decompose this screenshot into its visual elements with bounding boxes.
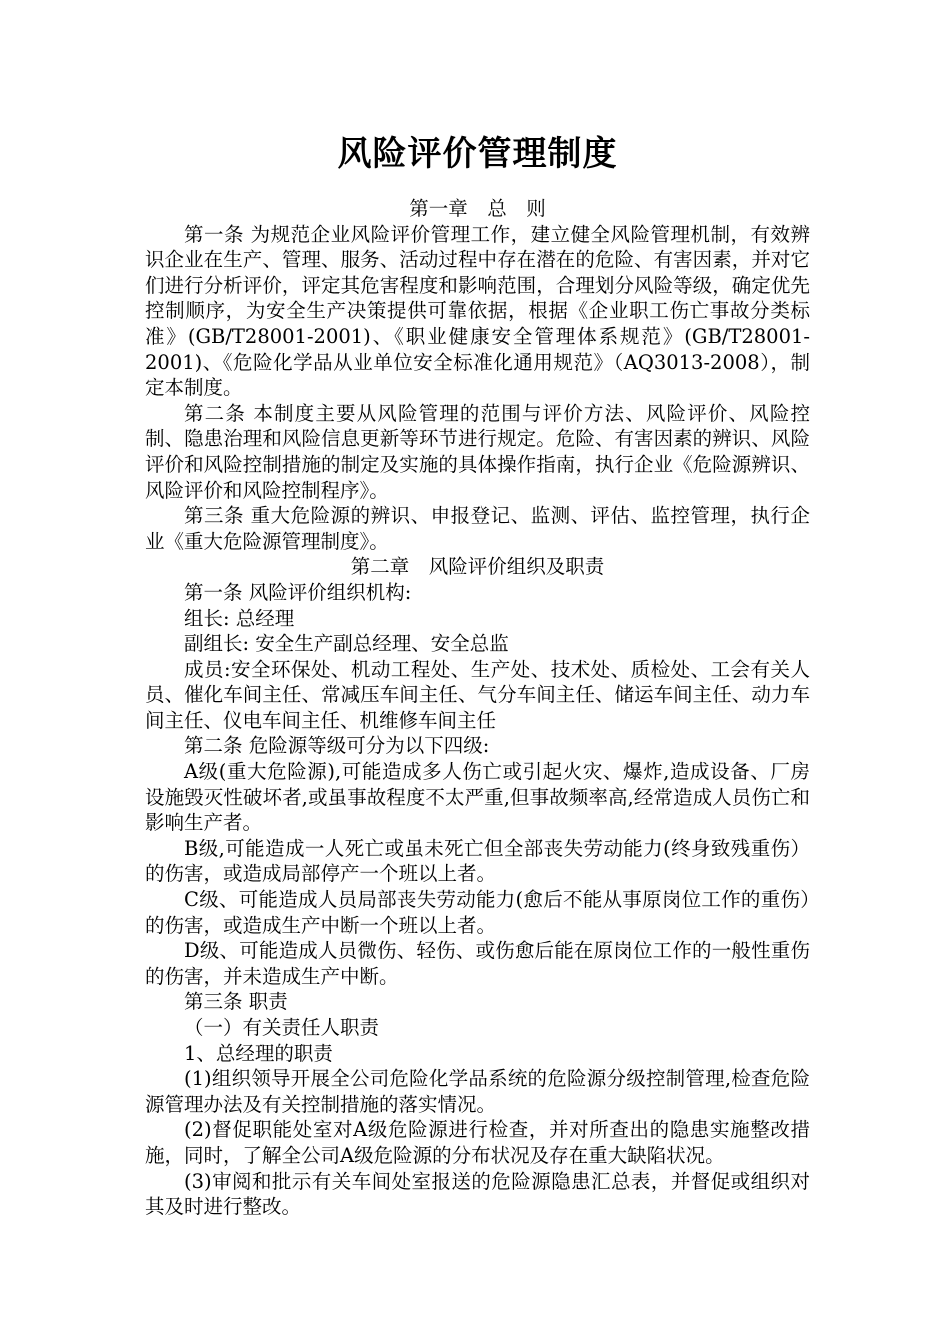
document-page xyxy=(145,0,810,1344)
chapter-1-article-3: 第三条 重大危险源的辨识、申报登记、监测、评估、监控管理，执行企业《重大危险源管理制度》。 xyxy=(145,504,810,553)
responsibility-subheading: （一）有关责任人职责 xyxy=(184,1016,380,1039)
chapter-1-article-2: 第二条 本制度主要从风险管理的范围与评价方法、风险评价、风险控制、隐患治理和风险信息更新等环节进行规定。危险、有害因素的辨识、风险评价和风险控制措施的制定及实施的具体操作指南，执行企业《危险源辨识、风险评价和风险控制程序》。 xyxy=(145,401,810,502)
level-b-paragraph: B级,可能造成一人死亡或虽未死亡但全部丧失劳动能力(终身致残重伤）的伤害，或造成局部停产一个班以上者。 xyxy=(145,836,810,886)
gm-duty-3: (3)审阅和批示有关车间处室报送的危险源隐患汇总表，并督促或组织对其及时进行整改。 xyxy=(145,1169,810,1219)
document-title: 风险评价管理制度 xyxy=(337,134,618,174)
chapter-2-article-1: 第一条 风险评价组织机构: xyxy=(184,580,412,604)
gm-duty-2: (2)督促职能处室对A级危险源进行检查，并对所查出的隐患实施整改措施，同时，了解全公司A级危险源的分布状况及存在重大缺陷状况。 xyxy=(145,1118,810,1167)
chapter-2-heading: 第二章 风险评价组织及职责 xyxy=(350,555,605,579)
document-body xyxy=(145,196,810,1220)
deputy-leader-line: 副组长: 安全生产副总经理、安全总监 xyxy=(184,632,509,656)
chapter-1-article-1: 第一条 为规范企业风险评价管理工作，建立健全风险管理机制，有效辨识企业在生产、管理、服务、活动过程中存在潜在的危险、有害因素，并对它们进行分析评价，评定其危害程度和影响范围，合理划分风险等级，确定优先控制顺序，为安全生产决策提供可靠依据，根据《企业职工伤亡事故分类标准》(GB/T28001-2001)、《职业健康安全管理体系规范》(GB/T28001-2001)、《危险化学品从业单位安全标准化通用规范》（AQ3013-2008），制定本制度。 xyxy=(145,222,810,400)
level-d-paragraph: D级、可能造成人员微伤、轻伤、或伤愈后能在原岗位工作的一般性重伤的伤害，并未造成生产中断。 xyxy=(145,939,810,988)
chapter-2-article-3: 第三条 职责 xyxy=(184,990,288,1014)
level-a-paragraph: A级(重大危险源),可能造成多人伤亡或引起火灾、爆炸,造成设备、厂房设施毁灭性破坏者,或虽事故程度不太严重,但事故频率高,经常造成人员伤亡和影响生产者。 xyxy=(145,760,810,835)
gm-duties-heading: 1、总经理的职责 xyxy=(184,1041,333,1065)
gm-duty-1: (1)组织领导开展全公司危险化学品系统的危险源分级控制管理,检查危险源管理办法及有关控制措施的落实情况。 xyxy=(145,1067,810,1116)
chapter-2-article-2: 第二条 危险源等级可分为以下四级: xyxy=(184,734,490,758)
chapter-1-heading: 第一章 总 则 xyxy=(409,197,546,220)
members-paragraph: 成员:安全环保处、机动工程处、生产处、技术处、质检处、工会有关人员、催化车间主任、常减压车间主任、气分车间主任、储运车间主任、动力车间主任、仪电车间主任、机维修车间主任 xyxy=(145,657,810,732)
leader-line: 组长: 总经理 xyxy=(184,606,295,630)
level-c-paragraph: C级、可能造成人员局部丧失劳动能力(愈后不能从事原岗位工作的重伤）的伤害，或造成生产中断一个班以上者。 xyxy=(145,888,810,937)
